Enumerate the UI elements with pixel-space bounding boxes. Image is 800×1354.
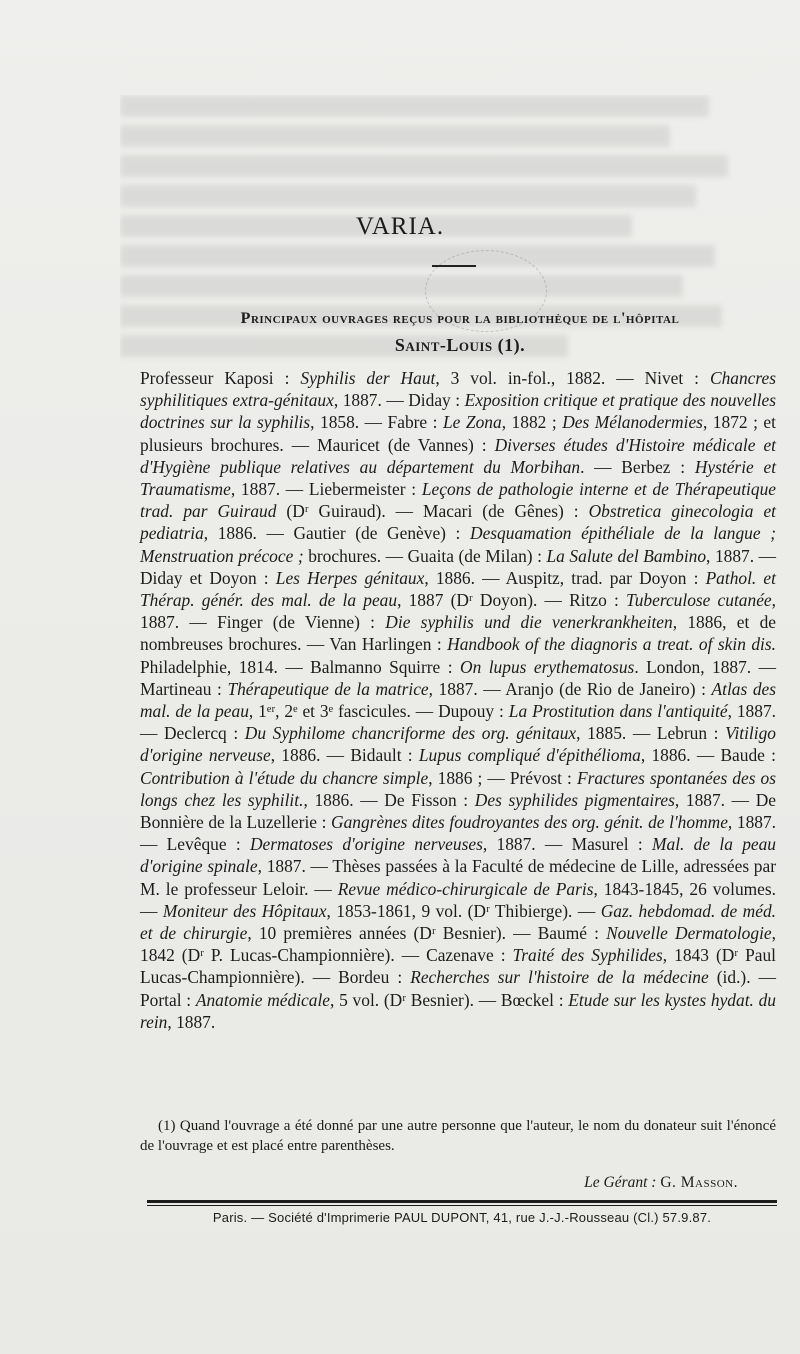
book-title-italic: Nouvelle Dermatologie [606,923,772,944]
book-title-italic: La Salute del Bambino [546,545,707,566]
book-title-italic: Handbook of the diagnoris a treat. of skin dis. [447,634,776,655]
book-title-italic: La Prostitution dans l'antiquité [508,701,728,722]
book-title-italic: On lupus erythematosus [460,656,635,677]
book-title-italic: Anatomie médicale [195,989,331,1010]
book-title-italic: Des syphilides pigmentaires [474,789,675,810]
body-text-run: , 1885. — Lebrun : [576,723,726,744]
book-title-italic: Les Herpes génitaux [275,567,425,588]
book-title-italic: Le Zona [443,412,502,433]
body-text-run: , 1887. — Liebermeister : [230,479,422,500]
book-title-italic: Fractures spontanées des os longs chez les syphilit. [140,767,776,810]
body-text-run: , 1886 ; — Prévost : [428,767,577,788]
body-text-run: , 1886. — Bidault : [270,745,419,766]
book-title-italic: Lupus compliqué d'épithélioma [418,745,641,766]
book-title-italic: Die syphilis und die venerkrankheiten [385,612,673,633]
section-heading [140,306,780,358]
body-text-run: (Dʳ Guiraud). — Macari (de Gênes) : [276,501,589,522]
imprint-rule-thick [147,1200,777,1203]
book-title-italic: Chancres syphilitiques extra-génitaux [140,368,776,411]
body-text-run: , 5 vol. (Dʳ Besnier). — Bœckel : [330,989,569,1010]
book-title-italic: Thérapeutique de la matrice [227,678,429,699]
book-title-italic: Vitiligo d'origine nerveuse [140,723,776,766]
body-text-run: , 1842 (Dʳ P. Lucas-Championnière). — Cazenave : [140,923,776,966]
section-heading-line-2: Saint-Louis (1). [394,335,526,355]
body-text-run: , 1887. — Finger (de Vienne) : [140,590,776,633]
body-text-run: , 1887. [167,1011,216,1032]
body-text-run: , 1887 (Dʳ Doyon). — Ritzo : [397,590,626,611]
body-text-run: , 1886. — Baude : [640,745,776,766]
book-title-italic: Tuberculose cutanée [626,590,772,611]
body-text-run: Professeur Kaposi : [140,368,301,388]
book-title-italic: Desquamation épithéliale de la langue ; Menstruation précoce ; [140,523,776,566]
body-text-run: , 1886. — De Fisson : [303,789,475,810]
body-text-run: , 3 vol. in-fol., 1882. — Nivet : [435,368,710,388]
body-text-run: brochures. — Guaita (de Milan) : [303,545,547,566]
book-title-italic: Des Mélanodermies [562,412,703,433]
book-title-italic: Recherches sur l'histoire de la médecine [410,967,709,988]
book-title-italic: Traité des Syphilides [512,945,663,966]
book-title-italic: Revue médico-chirurgicale de Paris [337,878,594,899]
book-title-italic: Exposition critique et pratique des nouvelles doctrines sur la syphilis [140,390,777,433]
body-text-run: . — Berbez : [580,456,695,477]
gerant-signature [584,1174,738,1192]
book-title-italic: Syphilis der Haut [300,368,436,388]
book-title-italic: Gaz. hebdomad. de méd. et de chirurgie [140,900,776,944]
body-text-run: , 1843 (Dʳ Paul Lucas-Championnière). — Bordeu : [140,945,776,988]
book-title-italic: Mal. de la peau d'origine spinale [140,834,776,877]
book-list-paragraph [140,367,776,1033]
body-text-run: , 1886. — Gautier (de Genève) : [203,523,471,544]
body-text-run: , 1887. — Levêque : [140,812,776,855]
body-text-run: , 1887. — Diday et Doyon : [140,545,777,588]
body-text-run: , 1887. — Masurel : [482,834,653,855]
body-text-run: , 1858. — Fabre : [310,412,444,433]
body-text-run: , 1887. — Aranjo (de Rio de Janeiro) : [428,678,712,699]
book-title-italic: Du Syphilome chancriforme des org. génitaux [244,723,577,744]
book-title-italic: Pathol. et Thérap. génér. des mal. de la peau [140,567,776,611]
footnote: (1) Quand l'ouvrage a été donné par une autre personne que l'auteur, le nom du donateur suit l'énoncé de l'ouvrage et est placé entre parenthèses. [140,1118,776,1154]
title-divider [432,265,476,267]
book-title-italic: Atlas des mal. de la peau [140,678,777,722]
body-text-run: (id.). — Portal : [140,967,776,1010]
page-title: VARIA. [355,213,445,240]
book-title-italic: Contribution à l'étude du chancre simple [140,767,429,788]
body-text-run: , 10 premières années (Dʳ Besnier). — Baumé : [247,923,607,944]
body-text-run: , 1886, et de nombreuses brochures. — Van Harlingen : [140,612,777,655]
body-text-run: Philadelphie, 1814. — Balmanno Squirre : [140,656,461,677]
book-title-italic: Obstretica ginecologia et pediatria [140,501,776,544]
body-text-run: , 1843-1845, 26 volumes. — [140,878,776,921]
body-text-run: , 1887. — Diday : [333,390,465,411]
printer-imprint: Paris. — Société d'Imprimerie PAUL DUPONT, 41, rue J.-J.-Rousseau (Cl.) 57.9.87. [212,1210,712,1225]
body-text-run: , 1ᵉʳ, 2ᵉ et 3ᵉ fascicules. — Dupouy : [248,701,509,722]
body-text-run: , 1887. — Declercq : [140,701,776,744]
body-text-run: , 1887. — Thèses passées à la Faculté de médecine de Lille, adressées par M. le professeur Leloir. — [140,856,777,899]
body-text-run: , 1887. — De Bonnière de la Luzellerie : [140,789,776,833]
book-title-italic: Moniteur des Hôpitaux [162,900,327,921]
book-title-italic: Hystérie et Traumatisme [140,456,777,500]
gerant-name: G. Masson. [660,1174,738,1191]
book-title-italic: Diverses études d'Histoire médicale et d'Hygiène publique relatives au département du Morbihan [140,434,776,477]
section-heading-line-1: Principaux ouvrages reçus pour la bibliothèque de l'hôpital [240,310,680,327]
book-title-italic: Dermatoses d'origine nerveuses [249,834,483,855]
body-text-run: , 1886. — Auspitz, trad. par Doyon : [424,567,706,588]
book-title-italic: Leçons de pathologie interne et de Thérapeutique trad. par Guiraud [140,479,776,522]
body-text-run: , 1882 ; [501,412,563,433]
imprint-rule-thin [147,1205,777,1206]
book-title-italic: Gangrènes dites foudroyantes des org. génit. de l'homme [331,812,728,833]
body-text-run: . London, 1887. — Martineau : [140,656,776,699]
body-text-run: , 1872 ; et plusieurs brochures. — Mauricet (de Vannes) : [140,412,776,455]
book-title-italic: Etude sur les kystes hydat. du rein [140,989,776,1032]
body-text-run: , 1853-1861, 9 vol. (Dʳ Thibierge). — [326,900,601,921]
gerant-label: Le Gérant : [584,1174,657,1191]
